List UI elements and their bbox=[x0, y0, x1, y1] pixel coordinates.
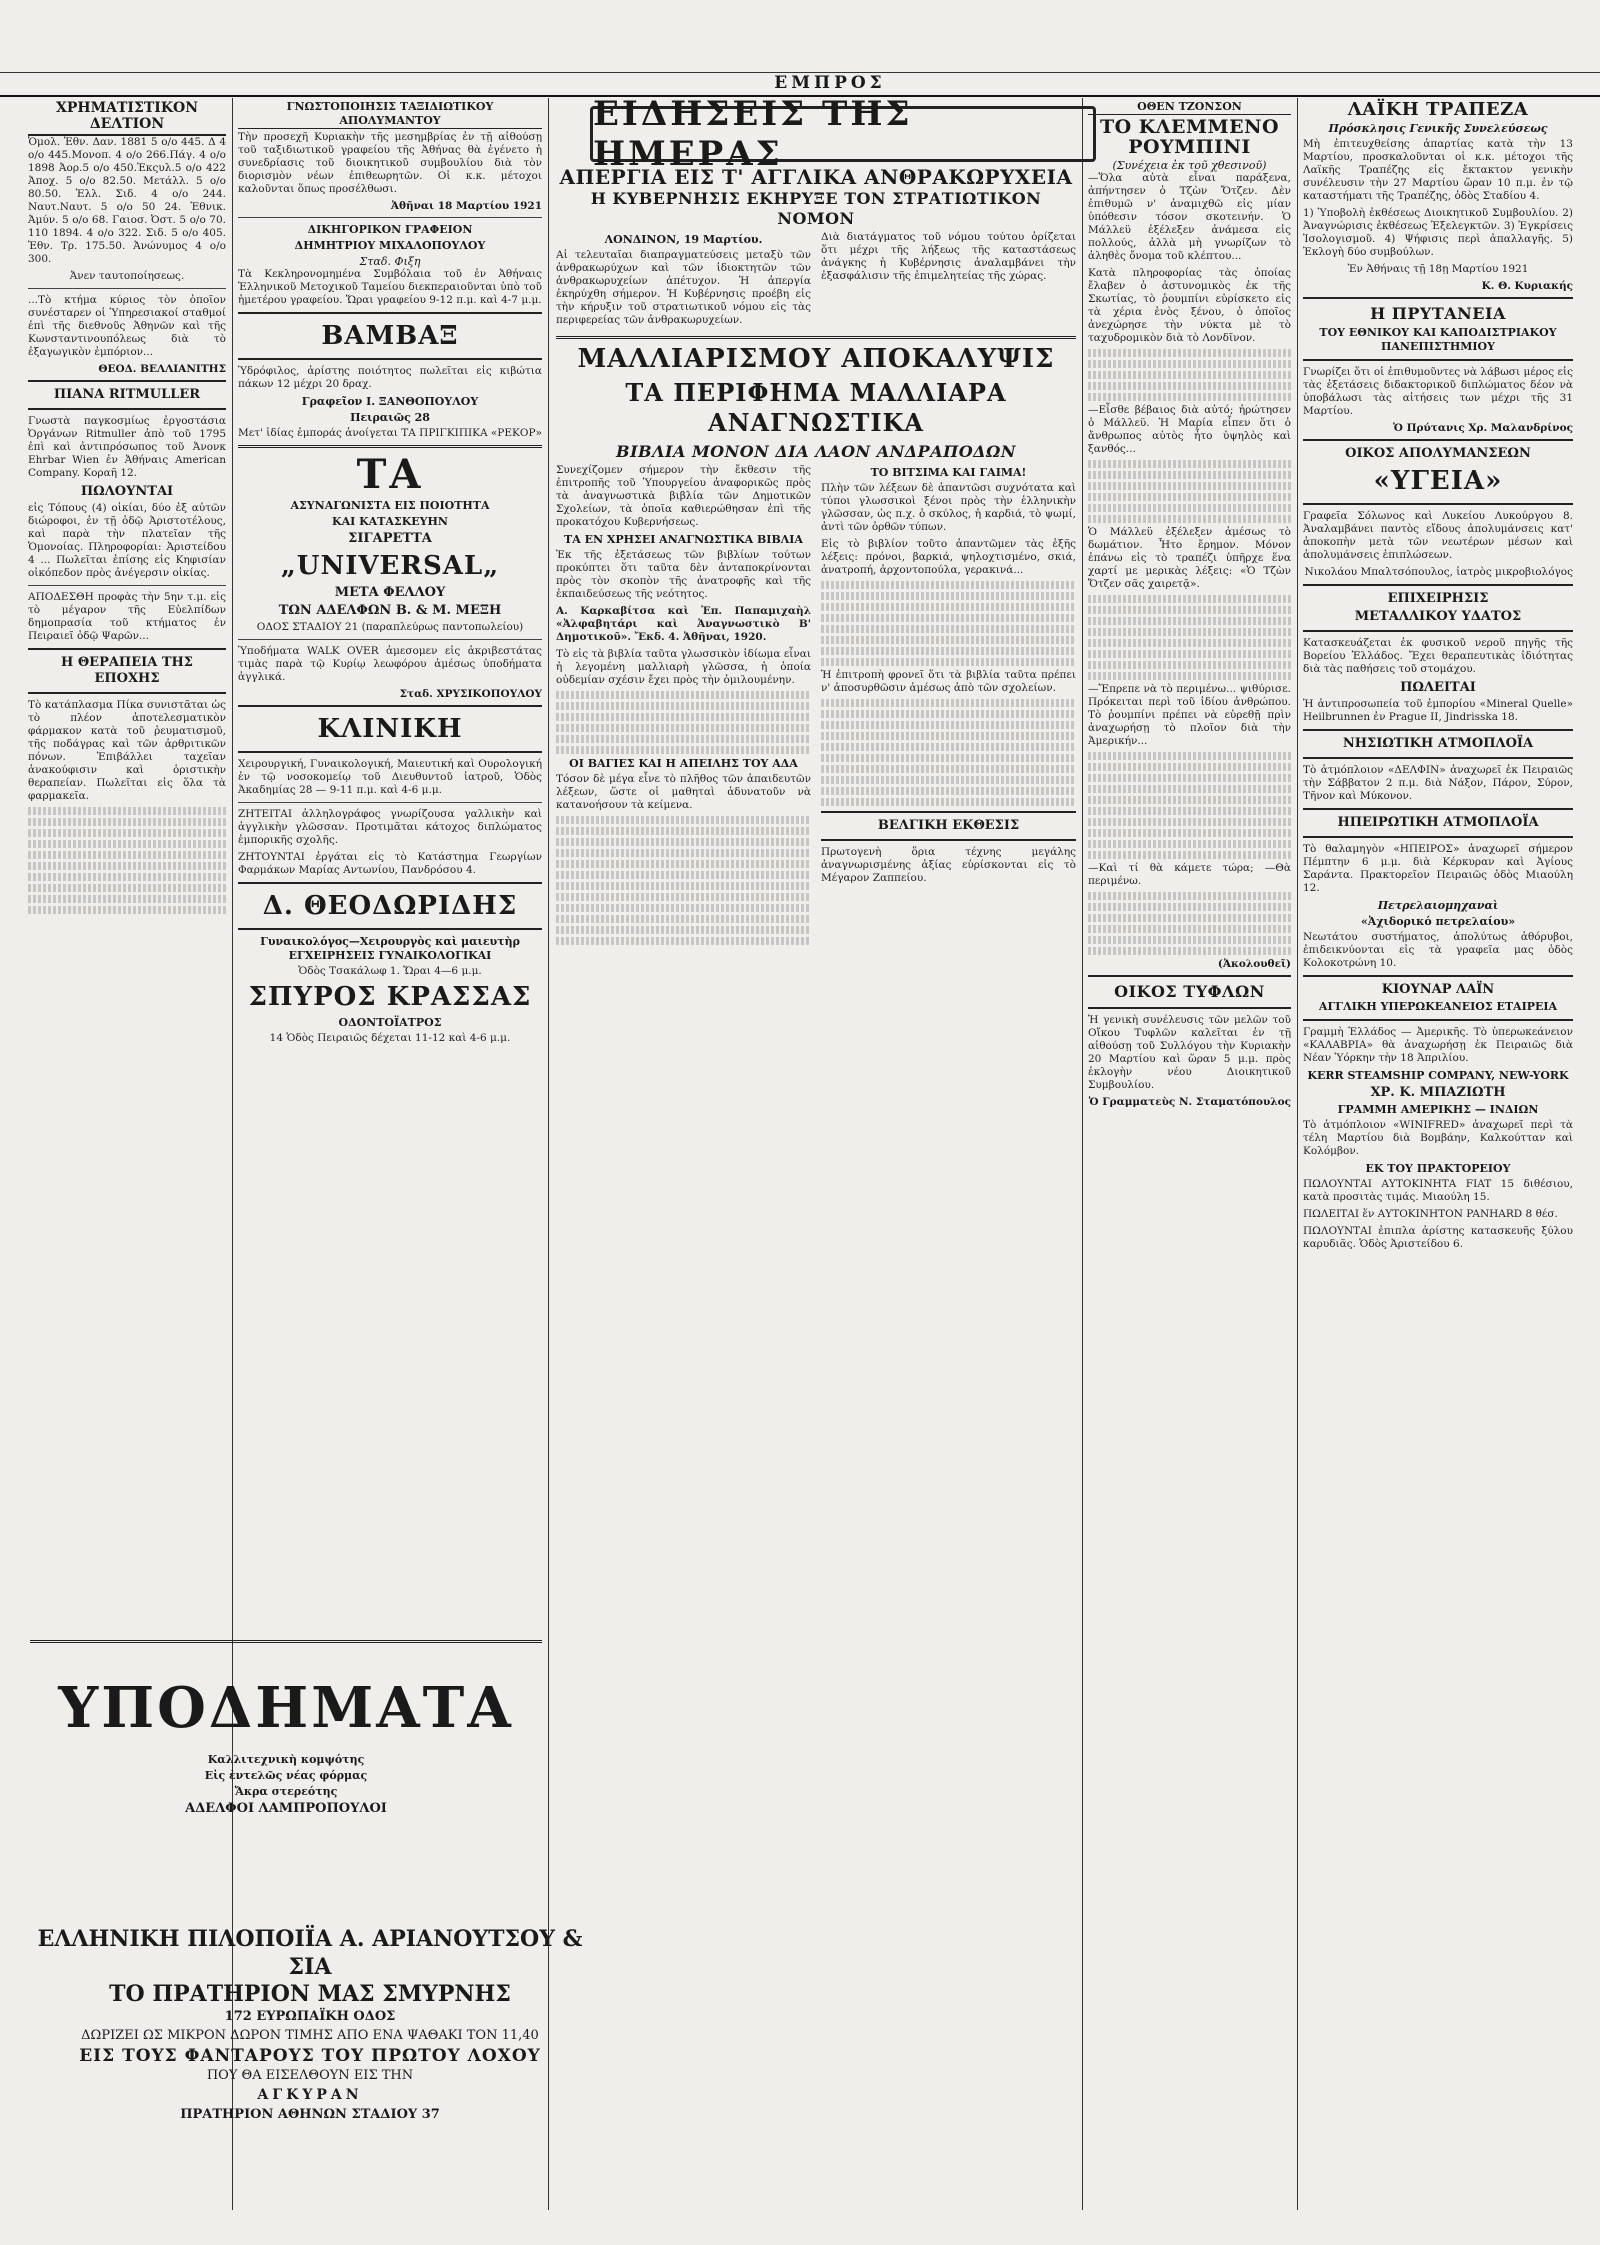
readers-citation: Α. Καρκαβίτσα καὶ Ἐπ. Παπαμιχαὴλ «Ἀλφαβητάρι καὶ Ἀναγνωστικὸ Β' Δημοτικοῦ». Ἔκδ. 4. Ἀθῆναι, 1920. bbox=[556, 605, 811, 643]
readers-right bbox=[821, 464, 1076, 948]
text-filler bbox=[821, 754, 1076, 762]
text-filler bbox=[556, 882, 811, 890]
column-4 bbox=[1088, 98, 1291, 2210]
text-filler bbox=[821, 787, 1076, 795]
rectorate-subtitle: ΤΟΥ ΕΘΝΙΚΟΥ ΚΑΙ ΚΑΠΟΔΙΣΤΡΙΑΚΟΥ ΠΑΝΕΠΙΣΤΗΜΙΟΥ bbox=[1319, 326, 1557, 353]
cunard-line-subtitle: ΑΓΓΛΙΚΗ ΥΠΕΡΩΚΕΑΝΕΙΟΣ ΕΤΑΙΡΕΙΑ bbox=[1318, 1000, 1558, 1013]
cigarette-ad-line: ΑΣΥΝΑΓΩΝΙΣΤΑ ΕΙΣ ΠΟΙΟΤΗΤΑ bbox=[290, 499, 490, 512]
text-filler bbox=[556, 724, 811, 732]
hat-shop-ad-line: ΠΟΥ ΘΑ ΕΙΣΕΛΘΟΥΝ ΕΙΣ ΤΗΝ bbox=[206, 2068, 414, 2083]
hat-shop-ad-line: ΕΙΣ ΤΟΥΣ ΦΑΝΤΑΡΟΥΣ ΤΟΥ ΠΡΩΤΟΥ ΛΟΧΟΥ bbox=[79, 2046, 541, 2066]
hat-shop-ad-line: ΑΓΚΥΡΑΝ bbox=[257, 2087, 363, 2103]
lawyer-text: Τὰ Κεκληρονομημένα Συμβόλαια τοῦ ἐν Ἀθήναις Ἑλληνικοῦ Μετοχικοῦ Ταμείου διεκπεραιοῦνται ὑπὸ τοῦ ἡμετέρου γραφείου. Ὥραι γραφείου 9-12 π.μ. καὶ 4-7 μ.μ. bbox=[238, 268, 542, 306]
news-text: Αἱ τελευταῖαι διαπραγματεύσεις μεταξὺ τῶν ἀνθρακωρύχων καὶ τῶν ἰδιοκτητῶν τῶν ἀνθρακωρυχείων ἀπέτυχον. Ἡ ἀπεργία ἐκηρύχθη σήμερον. Ἡ Κυβέρνησις προέβη εἰς τὴν κήρυξιν τοῦ στρατιωτικοῦ νόμου εἰς τὰς περιφερείας τῶν ἀνθρακωρυχείων. bbox=[556, 249, 811, 326]
notice-signature: Ἀθῆναι 18 Μαρτίου 1921 bbox=[390, 200, 542, 212]
news-right bbox=[821, 231, 1076, 331]
text-filler bbox=[28, 829, 226, 837]
text-filler bbox=[821, 743, 1076, 751]
column-5 bbox=[1303, 98, 1573, 2210]
divider bbox=[238, 445, 542, 448]
hat-shop-ad-line: 172 ΕΥΡΩΠΑΪΚΗ ΟΔΟΣ bbox=[224, 2009, 396, 2024]
serial-text: —Καὶ τί θὰ κάμετε τώρα; —Θὰ περιμένω. bbox=[1088, 862, 1291, 887]
text-filler bbox=[1088, 504, 1291, 512]
text-filler bbox=[1088, 515, 1291, 523]
article-signature: ΘΕΟΔ. ΒΕΛΛΙΑΝΙΤΗΣ bbox=[98, 363, 226, 375]
text-filler bbox=[28, 840, 226, 848]
masthead-title: ΕΜΠΡΟΣ bbox=[774, 73, 886, 93]
text-filler bbox=[556, 915, 811, 923]
column-rule bbox=[1082, 98, 1083, 2210]
therapy-ad-title: Η ΘΕΡΑΠΕΙΑ ΤΗΣ ΕΠΟΧΗΣ bbox=[61, 655, 193, 686]
cotton-ad-title: ΒΑΜΒΑΞ bbox=[321, 321, 459, 351]
headline-strike: ΑΠΕΡΓΙΑ ΕΙΣ Τ' ΑΓΓΛΙΚΑ ΑΝΘΡΑΚΩΡΥΧΕΙΑ bbox=[559, 165, 1073, 189]
epirus-shipping-title: ΗΠΕΙΡΩΤΙΚΗ ΑΤΜΟΠΛΟΪΑ bbox=[1337, 815, 1539, 830]
text-filler bbox=[821, 614, 1076, 622]
rectorate-text: Γνωρίζει ὅτι οἱ ἐπιθυμοῦντες νὰ λάβωσι μέρος εἰς τὰς ἐξετάσεις διδακτορικοῦ διπλώματος δέον νὰ ὑποβάλωσι τὰς αἰτήσεις των μέχρι τῆς 31 Μαρτίου. bbox=[1303, 366, 1573, 417]
disinfection-brand: «ΥΓΕΙΑ» bbox=[1373, 466, 1503, 496]
wanted-ad-text: ΖΗΤΟΥΝΤΑΙ ἐργάται εἰς τὸ Κατάστημα Γεωργίων Φαρμάκων Μαρίας Αντωνίου, Πανδρόσου 4. bbox=[238, 851, 542, 876]
readers-left bbox=[556, 464, 811, 948]
text-filler bbox=[1088, 785, 1291, 793]
readers-text: Τὸ εἰς τὰ βιβλία ταῦτα γλωσσικὸν ἰδίωμα εἶναι ἡ λεγομένη μαλλιαρὴ γλῶσσα, ἡ ὁποία οὐδεμίαν σχέσιν ἔχει πρὸς τὴν ὁμιλουμένην. bbox=[556, 648, 811, 686]
text-filler bbox=[28, 862, 226, 870]
text-filler bbox=[556, 735, 811, 743]
readers-text: Ἐκ τῆς ἐξετάσεως τῶν βιβλίων τούτων προκύπτει ὅτι ταῦτα δὲν ἀνταποκρίνονται πρὸς τὸν σκοπὸν τῆς ἀνατροφῆς καὶ τῆς ἐκπαιδεύσεως τῆς νεότητος. bbox=[556, 549, 811, 600]
kerr-line-route: ΓΡΑΜΜΗ ΑΜΕΡΙΚΗΣ — ΙΝΔΙΩΝ bbox=[1337, 1103, 1539, 1116]
cotton-ad-address: Πειραιῶς 28 bbox=[350, 411, 430, 424]
text-filler bbox=[556, 816, 811, 824]
car-ad-text: ΠΩΛΕΙΤΑΙ ἕν ΑΥΤΟΚΙΝΗΤΟΝ PANHARD 8 θέσ. bbox=[1303, 1208, 1558, 1220]
bank-title: ΛΑΪΚΗ ΤΡΑΠΕΖΑ bbox=[1347, 99, 1529, 120]
text-filler bbox=[28, 884, 226, 892]
mineral-water-text: Κατασκευάζεται ἐκ φυσικοῦ νεροῦ πηγῆς τῆς Βορείου Ἑλλάδος. Ἔχει θεραπευτικὰς ἰδιότητας διὰ τὰς παθήσεις τοῦ στομάχου. bbox=[1303, 637, 1573, 675]
serial-text: —Ὅλα αὐτὰ εἶναι παράξενα, ἀπήντησεν ὁ Τζὼν Ὄτζεν. Δὲν ἐπιθυμῶ ν' ἀναμιχθῶ εἰς μίαν ὑπόθεσιν τόσον σκοτεινήν. Ὁ Μάλλεϋ ἐξέλεξεν ἀνάμεσα εἰς πολλούς, ἀλλὰ μὴ γνωρίζων τὸ ἀληθὲς ὄνομα τοῦ κλέπτου... bbox=[1088, 172, 1291, 262]
stock-report-title: ΧΡΗΜΑΤΙΣΤΙΚΟΝ ΔΕΛΤΙΟΝ bbox=[28, 98, 226, 136]
text-filler bbox=[821, 765, 1076, 773]
text-filler bbox=[556, 926, 811, 934]
text-filler bbox=[1088, 672, 1291, 680]
stock-report-text: Ὁμολ. Ἐθν. Δαν. 1881 5 ο/ο 445. Δ 4 ο/ο 445.Μονοπ. 4 ο/ο 266.Πάγ. 4 ο/ο 1898 Ἀορ.5 ο/ο 450.Ἐκςυλ.5 ο/ο 422 Ἀποχ. 5 ο/ο 82.50. Μετάλλ. 5 ο/ο 80.50. Ἑλλ. Σιδ. 4 ο/ο 244. Ναυτ.Ναυτ. 5 ο/ο 50 24. Ἐθνικ. Ἀμύν. 5 ο/ο 68. Γαιοσ. Ὀστ. 5 ο/ο 70. 110 1894. 4 ο/ο 322. Σιδ. 5 ο/ο 405. Ἐθν. Τρ. 175.50. Ἀνώνυμος 4 ο/ο 300. bbox=[28, 136, 226, 265]
text-filler bbox=[1088, 807, 1291, 815]
divider bbox=[28, 288, 226, 289]
text-filler bbox=[1088, 360, 1291, 368]
cigarette-ad-address: ΟΔΟΣ ΣΤΑΔΙΟΥ 21 (παραπλεύρως παντοπωλείου) bbox=[256, 621, 524, 633]
oil-engines-title: Πετρελαιομηχαναὶ bbox=[1377, 899, 1499, 912]
readers-text: Ἡ ἐπιτροπὴ φρονεῖ ὅτι τὰ βιβλία ταῦτα πρέπει ν' ἀποσυρθῶσιν ἀμέσως ἀπὸ τῶν σχολείων. bbox=[821, 669, 1076, 694]
lawyer-name: ΔΗΜΗΤΡΙΟΥ ΜΙΧΑΛΟΠΟΥΛΟΥ bbox=[294, 239, 486, 252]
headline-readers: ΜΑΛΛΙΑΡΙΣΜΟΥ ΑΠΟΚΑΛΥΨΙΣ bbox=[577, 344, 1055, 374]
text-filler bbox=[1088, 382, 1291, 390]
readers-two-column bbox=[556, 464, 1076, 948]
text-filler bbox=[821, 581, 1076, 589]
cigarette-ad-line: ΜΕΤΑ ΦΕΛΛΟΥ bbox=[334, 585, 446, 600]
for-sale-title: ΠΩΛΕΙΤΑΙ bbox=[1400, 680, 1476, 695]
text-filler bbox=[1088, 606, 1291, 614]
text-filler bbox=[556, 937, 811, 945]
text-filler bbox=[1088, 840, 1291, 848]
column-rule bbox=[1297, 98, 1298, 2210]
piano-ad-text: Γνωστὰ παγκοσμίως ἐργοστάσια Ὀργάνων Ritmuller ἀπὸ τοῦ 1795 ἐπὶ καὶ ἀντιπρόσωπος τοῦ Ἀνονκ Ehrbar Wien ἐν Ἀθήναις American Company. Κοραῆ 12. bbox=[28, 415, 226, 479]
serial-text: —Ἔπρεπε νὰ τὸ περιμένω... ψιθύρισε. Πρόκειται περὶ τοῦ ἰδίου ἀνθρώπου. Τὸ ῥουμπίνι πρέπει νὰ εὑρεθῇ πρὶν ἀναχωρήσῃ τὸ πλοῖον διὰ τὴν Ἀμερικήν... bbox=[1088, 683, 1291, 747]
text-filler bbox=[1088, 818, 1291, 826]
article-text: ...Τὸ κτήμα κύριος τὸν ὁποῖον συνέσταρεν οἱ Ὑπηρεσιακοί σταθμοί ἐπὶ τῆς διεθνοῦς Ἀθηνῶν καὶ τῆς Κωνσταντινουπόλεως διὰ τὸ ἐξαγωγικὸν ἐμπόριον... bbox=[28, 294, 226, 358]
auction-text: ΑΠΟΔΕΣΘΗ προφὰς τὴν 5ην τ.μ. εἰς τὸ μέγαρον τῆς Εὐελπίδων δημοπρασία τοῦ κτήματος ἐν Πειραιεῖ ὁδῷ Ψαρῶν... bbox=[28, 591, 226, 642]
rectorate-title: Η ΠΡΥΤΑΝΕΙΑ bbox=[1370, 304, 1506, 323]
shoes-ad-title: ΥΠΟΔΗΜΑΤΑ bbox=[58, 1675, 514, 1741]
text-filler bbox=[556, 838, 811, 846]
text-filler bbox=[821, 658, 1076, 666]
text-filler bbox=[1088, 752, 1291, 760]
dentist-address: 14 Ὁδὸς Πειραιῶς δέχεται 11-12 καὶ 4-6 μ.μ. bbox=[269, 1032, 511, 1044]
text-filler bbox=[1088, 617, 1291, 625]
lawyer-office-title: ΔΙΚΗΓΟΡΙΚΟΝ ΓΡΑΦΕΙΟΝ bbox=[307, 223, 473, 236]
serial-author: ΟΘΕΝ ΤΖΟΝΣΟΝ bbox=[1088, 100, 1291, 115]
agency-title: ΕΚ ΤΟΥ ΠΡΑΚΤΟΡΕΙΟΥ bbox=[1365, 1162, 1511, 1175]
text-filler bbox=[556, 860, 811, 868]
readers-subhead: ΤΑ ΕΝ ΧΡΗΣΕΙ ΑΝΑΓΝΩΣΤΙΚΑ ΒΙΒΛΙΑ bbox=[564, 533, 803, 546]
text-filler bbox=[28, 873, 226, 881]
belgian-exhibit-title: ΒΕΛΓΙΚΗ ΕΚΘΕΣΙΣ bbox=[877, 818, 1020, 833]
news-two-column bbox=[556, 231, 1076, 331]
text-filler bbox=[821, 732, 1076, 740]
cars-ad-text: ΠΩΛΟΥΝΤΑΙ ΑΥΤΟΚΙΝΗΤΑ FIAT 15 διθέσιου, κατὰ προσιτὰς τιμάς. Μιαούλη 15. bbox=[1303, 1178, 1573, 1203]
text-filler bbox=[556, 827, 811, 835]
text-filler bbox=[1088, 471, 1291, 479]
walkover-ad-signature: Σταδ. ΧΡΥΣΙΚΟΠΟΥΛΟΥ bbox=[399, 688, 542, 700]
shoes-ad-line: Εἰς ἐντελῶς νέας φόρμας bbox=[204, 1769, 368, 1782]
text-filler bbox=[1088, 925, 1291, 933]
readers-text: Πλὴν τῶν λέξεων δὲ ἀπαντῶσι συχνότατα καὶ τύποι γλωσσικοὶ ξένοι πρὸς τὴν ἑλληνικὴν γλῶσσαν, ὡς π.χ. ὁ σκύλος, ἡ καρδιά, τὸ ψωμί, ἀντὶ τῶν ὀρθῶν τύπων. bbox=[821, 482, 1076, 533]
cigarette-ad-big: ΤΑ bbox=[356, 451, 424, 498]
kerr-line-agent: ΧΡ. Κ. ΜΠΑΖΙΩΤΗ bbox=[1370, 1085, 1506, 1100]
sale-ad-title: ΠΩΛΟΥΝΤΑΙ bbox=[80, 484, 174, 499]
headline-readers-tag: ΒΙΒΛΙΑ ΜΟΝΟΝ ΔΙΑ ΛΑΟΝ ΑΝΔΡΑΠΟΔΩΝ bbox=[616, 442, 1016, 461]
text-filler bbox=[1088, 796, 1291, 804]
text-filler bbox=[1088, 482, 1291, 490]
text-filler bbox=[821, 603, 1076, 611]
text-filler bbox=[1088, 774, 1291, 782]
hat-shop-ad bbox=[30, 1925, 590, 2225]
text-filler bbox=[1088, 763, 1291, 771]
blind-home-title: ΟΙΚΟΣ ΤΥΦΛΩΝ bbox=[1114, 982, 1265, 1001]
sale-ad-text: εἰς Τόπους (4) οἰκίαι, δύο ἐξ αὐτῶν διώροφοι, ἐν τῇ ὁδῷ Ἀριστοτέλους, καὶ παρὰ τὴν πλατεῖαν τῆς Ὁμονοίας. Πληροφορίαι: Ἀριστείδου 4 ... Πωλεῖται ἐπίσης εἰς Κηφισίαν οἰκόπεδον πρὸς ἀνέγερσιν οἰκίας. bbox=[28, 502, 226, 579]
belgian-exhibit-text: Πρωτογενὴ ὅρια τέχνης μεγάλης ἀναγνωρισμένης ἀξίας εὑρίσκονται εἰς τὸ Μέγαρον Ζαππείου. bbox=[821, 846, 1076, 884]
text-filler bbox=[1088, 595, 1291, 603]
doctor-address: Ὁδὸς Τσακάλωφ 1. Ὥραι 4—6 μ.μ. bbox=[298, 965, 482, 977]
bank-text: Μὴ ἐπιτευχθείσης ἀπαρτίας κατὰ τὴν 13 Μαρτίου, προσκαλοῦνται οἱ κ.κ. μέτοχοι τῆς Λαϊκῆς Τραπέζης εἰς ἔκτακτον γενικὴν συνέλευσιν τὴν 27 Μαρτίου ὥραν 10 π.μ. ἐν τῷ καταστήματι τῆς Τραπέζης, ὁδὸς Σταδίου 4. bbox=[1303, 138, 1573, 202]
furniture-ad-text: ΠΩΛΟΥΝΤΑΙ ἐπιπλα ἀρίστης κατασκευῆς ξύλου καρυδιᾶς. Ὁδὸς Ἀριστείδου 6. bbox=[1303, 1225, 1573, 1250]
bank-signature: Κ. Θ. Κυριακής bbox=[1481, 280, 1573, 292]
text-filler bbox=[556, 702, 811, 710]
text-filler bbox=[556, 691, 811, 699]
oil-engines-brand: «Ἀχιδορικό πετρελαίου» bbox=[1360, 915, 1516, 928]
column-3 bbox=[556, 165, 1076, 2210]
notice-title: ΓΝΩΣΤΟΠΟΙΗΣΙΣ ΤΑΞΙΔΙΩΤΙΚΟΥ ΑΠΟΛΥΜΑΝΤΟΥ bbox=[238, 100, 542, 129]
serial-title: ΤΟ ΚΛΕΜΜΕΝΟ ΡΟΥΜΠΙΝΙ bbox=[1099, 116, 1279, 158]
text-filler bbox=[28, 851, 226, 859]
text-filler bbox=[28, 818, 226, 826]
column-rule bbox=[548, 98, 549, 2210]
text-filler bbox=[1088, 349, 1291, 357]
kerr-line-title: KERR STEAMSHIP COMPANY, NEW-YORK bbox=[1307, 1069, 1569, 1082]
text-filler bbox=[821, 636, 1076, 644]
text-filler bbox=[1088, 936, 1291, 944]
hat-shop-ad-line: ΔΩΡΙΖΕΙ ΩΣ ΜΙΚΡΟΝ ΔΩΡΟΝ ΤΙΜΗΣ ΑΠΟ ΕΝΑ ΨΑΘΑΚΙ ΤΟΝ 11,40 bbox=[81, 2028, 539, 2043]
text-filler bbox=[28, 906, 226, 914]
hat-shop-ad-line: ΕΛΛΗΝΙΚΗ ΠΙΛΟΠΟΙΪΑ Α. ΑΡΙΑΝΟΥΤΣΟΥ & ΣΙΑ bbox=[37, 1926, 583, 1980]
bank-subtitle: Πρόσκλησις Γενικῆς Συνελεύσεως bbox=[1328, 122, 1548, 135]
text-filler bbox=[1088, 628, 1291, 636]
text-filler bbox=[28, 807, 226, 815]
disinfection-title: ΟΙΚΟΣ ΑΠΟΛΥΜΑΝΣΕΩΝ bbox=[1345, 446, 1531, 461]
hat-shop-ad-line: ΠΡΑΤΗΡΙΟΝ ΑΘΗΝΩΝ ΣΤΑΔΙΟΥ 37 bbox=[180, 2107, 440, 2122]
serial-subtitle: (Συνέχεια ἐκ τοῦ χθεσινοῦ) bbox=[1112, 159, 1267, 172]
divider bbox=[28, 585, 226, 586]
clinic-ad-title: ΚΛΙΝΙΚΗ bbox=[317, 714, 463, 744]
text-filler bbox=[821, 699, 1076, 707]
readers-subhead: ΟΙ ΒΑΓΙΕΣ ΚΑΙ Η ΑΠΕΙΛΗΣ ΤΟΥ ΑΔΑ bbox=[569, 757, 798, 770]
island-shipping-title: ΝΗΣΙΩΤΙΚΗ ΑΤΜΟΠΛΟΪΑ bbox=[1342, 736, 1534, 751]
readers-subhead: ΤΟ ΒΙΤΣΙΜΑ ΚΑΙ ΓΑΙΜΑ! bbox=[870, 466, 1027, 479]
news-text: Διὰ διατάγματος τοῦ νόμου τούτου ὁρίζεται ὅτι μέχρι τῆς λήξεως τῆς καταστάσεως ἀνάγκης ἡ Κυβέρνησις ἀναλαμβάνει τὴν ἐξασφάλισιν τῆς ἐπιμελητείας τῆς χώρας. bbox=[821, 231, 1076, 282]
serial-text: —Εἶσθε βέβαιος διὰ αὐτό; ἠρώτησεν ὁ Μάλλεϋ. Ἡ Μαρία εἶπεν ὅτι ὁ ἄνθρωπος αὐτὸς ἦτο ὑψηλὸς καὶ ξανθός... bbox=[1088, 404, 1291, 455]
text-filler bbox=[821, 592, 1076, 600]
dentist-specialty: ΟΔΟΝΤΟΪΑΤΡΟΣ bbox=[338, 1016, 442, 1029]
mineral-water-title: ΕΠΙΧΕΙΡΗΣΙΣ bbox=[1387, 591, 1489, 606]
dentist-name: ΣΠΥΡΟΣ ΚΡΑΣΣΑΣ bbox=[248, 982, 532, 1012]
text-filler bbox=[1088, 460, 1291, 468]
text-filler bbox=[1088, 371, 1291, 379]
cotton-ad-office: Γραφεῖον Ι. ΞΑΝΘΟΠΟΥΛΟΥ bbox=[301, 395, 479, 408]
divider bbox=[556, 336, 1076, 339]
text-filler bbox=[28, 895, 226, 903]
text-filler bbox=[821, 625, 1076, 633]
blind-home-text: Ἡ γενικὴ συνέλευσις τῶν μελῶν τοῦ Οἴκου Τυφλῶν καλεῖται ἐν τῇ αἰθούσῃ τοῦ Συλλόγου τὴν Κυριακὴν 20 Μαρτίου καὶ ὥραν 5 μ.μ. πρὸς ἐκλογὴν νέου Διοικητικοῦ Συμβουλίου. bbox=[1088, 1014, 1291, 1091]
disinfection-signature: Νικολάου Μπαλτσόπουλος, ἰατρὸς μικροβιολόγος bbox=[1304, 566, 1573, 578]
clinic-ad-text: Χειρουργική, Γυναικολογική, Μαιευτική καὶ Ουρολογική ἐν τῷ νοσοκομείῳ τοῦ Διευθυντοῦ ἰατροῦ, Ὁδὸς Ἀκαδημίας 28 — 9-11 π.μ. καὶ 4-6 μ.μ. bbox=[238, 758, 542, 796]
island-shipping-text: Τὸ ἀτμόπλοιον «ΔΕΛΦΙΝ» ἀναχωρεῖ ἐκ Πειραιῶς τὴν Σάββατον 2 π.μ. διὰ Νάξον, Πάρον, Σύρον, Τῆνον καὶ Μύκονον. bbox=[1303, 764, 1573, 802]
text-filler bbox=[1088, 903, 1291, 911]
text-filler bbox=[821, 776, 1076, 784]
piano-ad-title: ΠΙΑΝΑ RITMULLER bbox=[53, 387, 201, 402]
hat-shop-ad-line: ΤΟ ΠΡΑΤΗΡΙΟΝ ΜΑΣ ΣΜΥΡΝΗΣ bbox=[109, 1981, 511, 2007]
text-filler bbox=[821, 798, 1076, 806]
text-filler bbox=[1088, 947, 1291, 955]
readers-text: Εἰς τὸ βιβλίον τοῦτο ἀπαντῶμεν τὰς ἑξῆς λέξεις: πρόνοι, βαρκιά, ψηλοχτισμένο, σκιά, ἀνατροπή, ἀρχοντοπούλα, γερακινά... bbox=[821, 538, 1076, 576]
divider bbox=[238, 802, 542, 803]
record-ad-text: Μετ' ἰδίας ἐμποράς ἀνοίγεται ΤΑ ΠΡΙΓΚΙΠΙΚΑ «ΡΕΚΟΡ» bbox=[238, 427, 542, 439]
cigarette-ad-line: ΣΙΓΑΡΕΤΤΑ bbox=[348, 531, 432, 546]
text-filler bbox=[556, 849, 811, 857]
text-filler bbox=[1088, 393, 1291, 401]
headline-readers-sub: ΤΑ ΠΕΡΙΦΗΜΑ ΜΑΛΛΙΑΡΑ ΑΝΑΓΝΩΣΤΙΚΑ bbox=[625, 378, 1007, 437]
cunard-line-text: Γραμμὴ Ἑλλάδος — Ἀμερικῆς. Τὸ ὑπερωκεάνειον «ΚΑΛΑΒΡΙΑ» θὰ ἀναχωρήσῃ ἐκ Πειραιῶς διὰ Νέαν Ὑόρκην τὴν 18 Ἀπριλίου. bbox=[1303, 1026, 1573, 1064]
text-filler bbox=[1088, 892, 1291, 900]
wanted-ad-text: ΖΗΤΕΙΤΑΙ ἀλληλογράφος γνωρίζουσα γαλλικὴν καὶ ἀγγλικὴν γλῶσσαν. Προτιμᾶται κάτοχος διπλώματος ἐμπορικῆς σχολῆς. bbox=[238, 808, 542, 846]
epirus-shipping-text: Τὸ θαλαμηγὸν «ΗΠΕΙΡΟΣ» ἀναχωρεῖ σήμερον Πέμπτην 6 μ.μ. διὰ Κέρκυραν καὶ Ἀγίους Σαράντα. Πρακτορεῖον Πειραιῶς ὁδὸς Μιαούλη 12. bbox=[1303, 843, 1573, 894]
serial-text: Ὁ Μάλλεϋ ἐξέλεξεν ἀμέσως τὸ δωμάτιον. Ἦτο ἔρημον. Μόνον ἐπάνω εἰς τὸ τραπέζι ὑπῆρχε ἕνα χαρτί με μερικὰς λέξεις: «Ὁ Τζὼν Ὄτζεν σᾶς χαιρετᾷ». bbox=[1088, 526, 1291, 590]
shoes-ad bbox=[30, 1640, 542, 1913]
doctor-name: Δ. ΘΕΟΔΩΡΙΔΗΣ bbox=[262, 891, 518, 921]
text-filler bbox=[1088, 851, 1291, 859]
notice-text: Τὴν προσεχῆ Κυριακὴν τῆς μεσημβρίας ἐν τῇ αἰθούσῃ τοῦ ταξιδιωτικοῦ γραφείου τῆς Ἀθήνας θὰ ἐγένετο ἡ συνεδρίασις τοῦ διοικητικοῦ συμβουλίου διὰ τὸν διορισμὸν νέων ἐπιθεωρητῶν. Οἱ κ.κ. μέτοχοι καλοῦνται ὅπως προσέλθωσι. bbox=[238, 131, 542, 195]
cunard-line-title: ΚΙΟΥΝΑΡ ΛΑΪΝ bbox=[1381, 982, 1495, 997]
text-filler bbox=[556, 893, 811, 901]
text-filler bbox=[1088, 661, 1291, 669]
divider bbox=[238, 639, 542, 640]
cigarette-ad-line: ΤΩΝ ΑΔΕΛΦΩΝ Β. & Μ. ΜΕΞΗ bbox=[278, 603, 502, 618]
therapy-ad-text: Τὸ κατάπλασμα Πίκα συνιστᾶται ὡς τὸ πλέον ἀποτελεσματικὸν φάρμακον κατὰ τοῦ ῥευματισμοῦ, τῆς ποδάγρας καὶ τῶν ἀρθριτικῶν πόνων. Ἐπιβάλλει ταχεῖαν ἀνακούφισιν καὶ ὁριστικὴν θεραπείαν. Πωλεῖται εἰς ὅλα τὰ φαρμακεῖα. bbox=[28, 699, 226, 802]
text-filler bbox=[821, 721, 1076, 729]
readers-text: Συνεχίζομεν σήμερον τὴν ἔκθεσιν τῆς ἐπιτροπῆς τοῦ Ὑπουργείου ἀναφορικῶς πρὸς τὰ ἀναγνωστικὰ βιβλία τῶν Δημοτικῶν Σχολείων, τὰ ὁποῖα καθιερώθησαν ἐπὶ τῆς προκατόχου Κυβερνήσεως. bbox=[556, 464, 811, 528]
walkover-ad-text: Ὑποδήματα WALK OVER ἀμεσομεν εἰς ἀκριβεστάτας τιμὰς παρὰ τῷ Κυρίῳ λεωφόρου ἀμέσως ὑποδήματα ἀγγλικά. bbox=[238, 645, 542, 683]
cotton-ad-text: Ὑδρόφιλος, ἀρίστης ποιότητος πωλεῖται εἰς κιβώτια πάκων 12 μέχρι 20 δραχ. bbox=[238, 365, 542, 390]
headline-martial-law: Η ΚΥΒΕΡΝΗΣΙΣ ΕΚΗΡΥΞΕ ΤΟΝ ΣΤΡΑΤΙΩΤΙΚΟΝ ΝΟΜΟΝ bbox=[590, 189, 1042, 228]
blind-home-signature: Ὁ Γραμματεὺς Ν. Σταματόπουλος bbox=[1088, 1096, 1291, 1108]
bank-agenda: 1) Ὑποβολὴ ἐκθέσεως Διοικητικοῦ Συμβουλίου. 2) Ἀναγνώρισις ἐκθέσεως Ἐξελεγκτῶν. 3) Ἐγκρίσεις Ἰσολογισμοῦ. 4) Ψήφισις περὶ ἀπαλλαγῆς. 5) Ἐκλογὴ δύο συμβούλων. bbox=[1303, 207, 1573, 258]
dateline: ΛΟΝΔΙΝΟΝ, 19 Μαρτίου. bbox=[604, 233, 763, 246]
kerr-line-text: Τὸ ἀτμόπλοιον «WINIFRED» ἀναχωρεῖ περὶ τὰ τέλη Μαρτίου διὰ Βομβάην, Καλκούτταν καὶ Κολόμβον. bbox=[1303, 1119, 1573, 1157]
shoes-ad-line: Καλλιτεχνικὴ κομψότης bbox=[207, 1753, 365, 1766]
serial-continued: (Ἀκολουθεῖ) bbox=[1217, 958, 1291, 970]
text-filler bbox=[556, 746, 811, 754]
text-filler bbox=[1088, 650, 1291, 658]
doctor-specialty: Γυναικολόγος—Χειρουργὸς καὶ μαιευτὴρ ΕΓΧΕΙΡΗΣΕΙΣ ΓΥΝΑΙΚΟΛΟΓΙΚΑΙ bbox=[260, 935, 520, 962]
text-filler bbox=[1088, 493, 1291, 501]
text-filler bbox=[1088, 914, 1291, 922]
text-filler bbox=[821, 647, 1076, 655]
cigarette-brand: „UNIVERSAL„ bbox=[280, 551, 500, 581]
readers-text: Τόσον δὲ μέγα εἶνε τὸ πλῆθος τῶν ἀπαιδευτῶν λέξεων, ὥστε οἱ μαθηταὶ ἀδυνατοῦν νὰ κατανοήσουν τὰ κείμενα. bbox=[556, 773, 811, 811]
text-filler bbox=[1088, 829, 1291, 837]
lawyer-address: Σταδ. Φιξη bbox=[359, 255, 421, 268]
stock-report-note: Ἀνεν ταυτοποίησεως. bbox=[69, 270, 185, 282]
mineral-water-subtitle: ΜΕΤΑΛΛΙΚΟΥ ΥΔΑΤΟΣ bbox=[1354, 609, 1522, 624]
disinfection-text: Γραφεῖα Σόλωνος καὶ Λυκείου Λυκούργου 8. Ἀναλαμβάνει παντὸς εἴδους ἀπολυμάνσεις κατ' ἀποκοπὴν μετὰ τῶν νεωτέρων μέσων καὶ ἀπολυμάνσεις ἐπιπλώσεων. bbox=[1303, 510, 1573, 561]
serial-text: Κατὰ πληροφορίας τὰς ὁποίας ἔλαβεν ὁ ἀστυνομικὸς ἐκ τῆς Σκωτίας, τὸ ῥουμπίνι εὑρίσκετο εἰς τὰ χέρια ἑνὸς ξένου, ὁ ὁποῖος ἀνεχώρησε τὴν νύκτα μὲ τὸ ταχυδρομικὸν διὰ τὸ Λονδῖνον. bbox=[1088, 267, 1291, 344]
shoes-ad-signature: ΑΔΕΛΦΟΙ ΛΑΜΠΡΟΠΟΥΛΟΙ bbox=[185, 1801, 387, 1816]
rectorate-signature: Ὁ Πρύτανις Χρ. Μαλανδρίνος bbox=[1393, 422, 1573, 434]
text-filler bbox=[1088, 639, 1291, 647]
text-filler bbox=[556, 904, 811, 912]
text-filler bbox=[821, 710, 1076, 718]
for-sale-text: Ἡ ἀντιπροσωπεία τοῦ ἐμπορίου «Mineral Quelle» Heilbrunnen ἐν Prague II, Jindrisska 18. bbox=[1303, 698, 1573, 723]
news-left bbox=[556, 231, 811, 331]
shoes-ad-line: Ἄκρα στερεότης bbox=[234, 1785, 338, 1798]
text-filler bbox=[556, 713, 811, 721]
cigarette-ad-line: ΚΑΙ ΚΑΤΑΣΚΕΥΗΝ bbox=[332, 515, 448, 528]
news-banner: ΕΙΔΗΣΕΙΣ ΤΗΣ ΗΜΕΡΑΣ bbox=[590, 106, 1096, 162]
divider bbox=[238, 217, 542, 218]
text-filler bbox=[556, 871, 811, 879]
oil-engines-text: Νεωτάτου συστήματος, ἀπολύτως ἀθόρυβοι, ἐπιδεικνύονται εἰς τὰ γραφεῖα μας ὁδὸς Κολοκοτρώνη 10. bbox=[1303, 931, 1573, 969]
bank-date: Ἐν Ἀθήναις τῇ 18ῃ Μαρτίου 1921 bbox=[1347, 263, 1529, 275]
